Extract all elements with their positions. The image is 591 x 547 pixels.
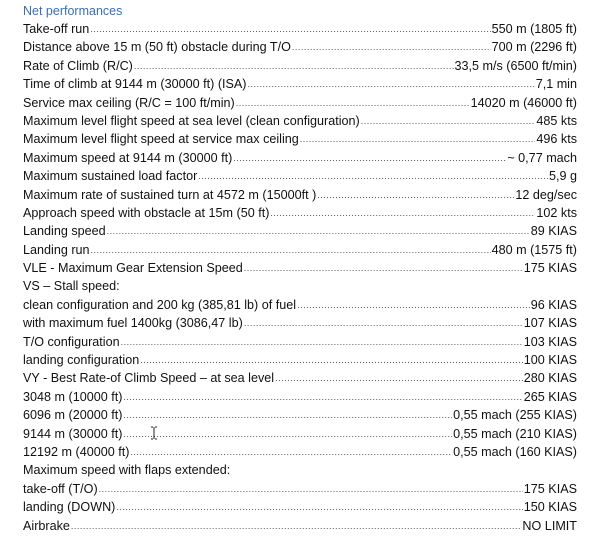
dot-leader	[317, 186, 514, 204]
dot-leader	[244, 314, 523, 332]
row-value: ~ 0,77 mach	[507, 150, 577, 165]
dot-leader	[233, 149, 506, 167]
performance-row	[23, 204, 577, 222]
row-value: 550 m (1805 ft)	[491, 22, 577, 36]
dot-leader	[361, 112, 536, 130]
performance-row	[23, 57, 577, 75]
row-label: Landing run	[23, 242, 90, 257]
subsection-heading	[23, 277, 577, 295]
row-value: 150 KIAS	[523, 500, 577, 515]
row-label: Service max ceiling (R/C = 100 ft/min)	[23, 95, 235, 110]
dot-leader	[134, 57, 454, 75]
performance-row	[23, 75, 577, 93]
row-label: Maximum rate of sustained turn at 4572 m (15000ft )	[23, 187, 317, 202]
row-value: 89 KIAS	[530, 224, 577, 239]
performance-row	[23, 314, 577, 332]
row-label: T/O configuration	[23, 334, 120, 349]
dot-leader	[91, 241, 491, 259]
row-value: 5,9 g	[548, 169, 577, 184]
dot-leader	[90, 20, 490, 38]
row-value: 496 kts	[536, 132, 577, 147]
row-value: 103 KIAS	[523, 334, 577, 349]
row-value: 100 KIAS	[523, 353, 577, 368]
dot-leader	[123, 388, 522, 406]
row-label: Maximum speed with flaps extended:	[23, 463, 231, 478]
dot-leader	[236, 94, 470, 112]
document-body	[23, 2, 577, 535]
row-label: clean configuration and 200 kg (385,81 lb) of fuel	[23, 297, 297, 312]
row-label: Rate of Climb (R/C)	[23, 58, 133, 73]
row-value: 12 deg/sec	[515, 187, 577, 202]
row-value: 280 KIAS	[523, 371, 577, 386]
row-label: 9144 m (30000 ft)	[23, 426, 123, 441]
performance-row	[23, 112, 577, 130]
performance-row	[23, 443, 577, 461]
dot-leader	[121, 333, 523, 351]
performance-row	[23, 38, 577, 56]
row-label: with maximum fuel 1400kg (3086,47 lb)	[23, 316, 243, 331]
row-value: 0,55 mach (210 KIAS)	[453, 426, 577, 441]
row-value: NO LIMIT	[522, 518, 577, 533]
performance-row	[23, 517, 577, 535]
row-value: 485 kts	[536, 113, 577, 128]
dot-leader	[123, 406, 452, 424]
row-value: 107 KIAS	[523, 316, 577, 331]
performance-row	[23, 388, 577, 406]
performance-row	[23, 130, 577, 148]
subsection-heading	[23, 461, 577, 479]
row-value: 7,1 min	[535, 77, 577, 92]
performance-row	[23, 149, 577, 167]
performance-list	[23, 20, 577, 535]
row-value: 96 KIAS	[530, 297, 577, 312]
performance-row	[23, 369, 577, 387]
row-label: 3048 m (10000 ft)	[23, 389, 123, 404]
row-label: 12192 m (40000 ft)	[23, 444, 130, 459]
performance-row	[23, 480, 577, 498]
row-value: 700 m (2296 ft)	[491, 40, 577, 55]
performance-row	[23, 498, 577, 516]
dot-leader	[297, 296, 530, 314]
row-label: landing (DOWN)	[23, 500, 116, 515]
performance-row	[23, 94, 577, 112]
performance-row	[23, 186, 577, 204]
row-label: VY - Best Rate-of Climb Speed – at sea level	[23, 371, 275, 386]
dot-leader	[130, 443, 452, 461]
row-value: 33,5 m/s (6500 ft/min)	[454, 58, 577, 73]
performance-row	[23, 425, 577, 443]
row-label: Maximum level flight speed at service max ceiling	[23, 132, 299, 147]
row-label: Approach speed with obstacle at 15m (50 ft)	[23, 205, 270, 220]
row-value: 0,55 mach (160 KIAS)	[453, 444, 577, 459]
row-label: landing configuration	[23, 353, 140, 368]
performance-row	[23, 222, 577, 240]
row-value: 265 KIAS	[523, 389, 577, 404]
row-label: Airbrake	[23, 518, 70, 533]
dot-leader	[300, 130, 536, 148]
dot-leader	[140, 351, 523, 369]
row-value: 102 kts	[536, 205, 577, 220]
performance-row	[23, 333, 577, 351]
performance-row	[23, 259, 577, 277]
row-label: Maximum level flight speed at sea level (clean configuration)	[23, 113, 360, 128]
row-label: Maximum sustained load factor	[23, 169, 198, 184]
row-label: Maximum speed at 9144 m (30000 ft)	[23, 150, 233, 165]
row-value: 480 m (1575 ft)	[491, 242, 577, 257]
performance-row	[23, 241, 577, 259]
dot-leader	[248, 75, 535, 93]
row-label: Time of climb at 9144 m (30000 ft) (ISA)	[23, 77, 247, 92]
dot-leader	[270, 204, 535, 222]
row-label: VS – Stall speed:	[23, 279, 120, 294]
dot-leader	[116, 498, 522, 516]
performance-row	[23, 406, 577, 424]
dot-leader	[99, 480, 523, 498]
performance-row	[23, 167, 577, 185]
performance-row	[23, 296, 577, 314]
row-label: VLE - Maximum Gear Extension Speed	[23, 261, 243, 276]
section-heading: Net performances	[23, 4, 123, 18]
dot-leader	[292, 38, 491, 56]
row-label: Distance above 15 m (50 ft) obstacle during T/O	[23, 40, 291, 55]
row-value: 175 KIAS	[523, 261, 577, 276]
performance-row	[23, 20, 577, 38]
row-value: 14020 m (46000 ft)	[470, 95, 577, 110]
dot-leader	[244, 259, 523, 277]
row-label: take-off (T/O)	[23, 481, 98, 496]
row-label: 6096 m (20000 ft)	[23, 408, 123, 423]
dot-leader	[123, 425, 452, 443]
row-value: 175 KIAS	[523, 481, 577, 496]
dot-leader	[107, 222, 530, 240]
row-value: 0,55 mach (255 KIAS)	[453, 408, 577, 423]
performance-row	[23, 351, 577, 369]
text-cursor-icon	[150, 426, 158, 440]
row-label: Landing speed	[23, 224, 106, 239]
dot-leader	[198, 167, 548, 185]
dot-leader	[71, 517, 522, 535]
row-label: Take-off run	[23, 22, 90, 36]
dot-leader	[275, 369, 523, 387]
